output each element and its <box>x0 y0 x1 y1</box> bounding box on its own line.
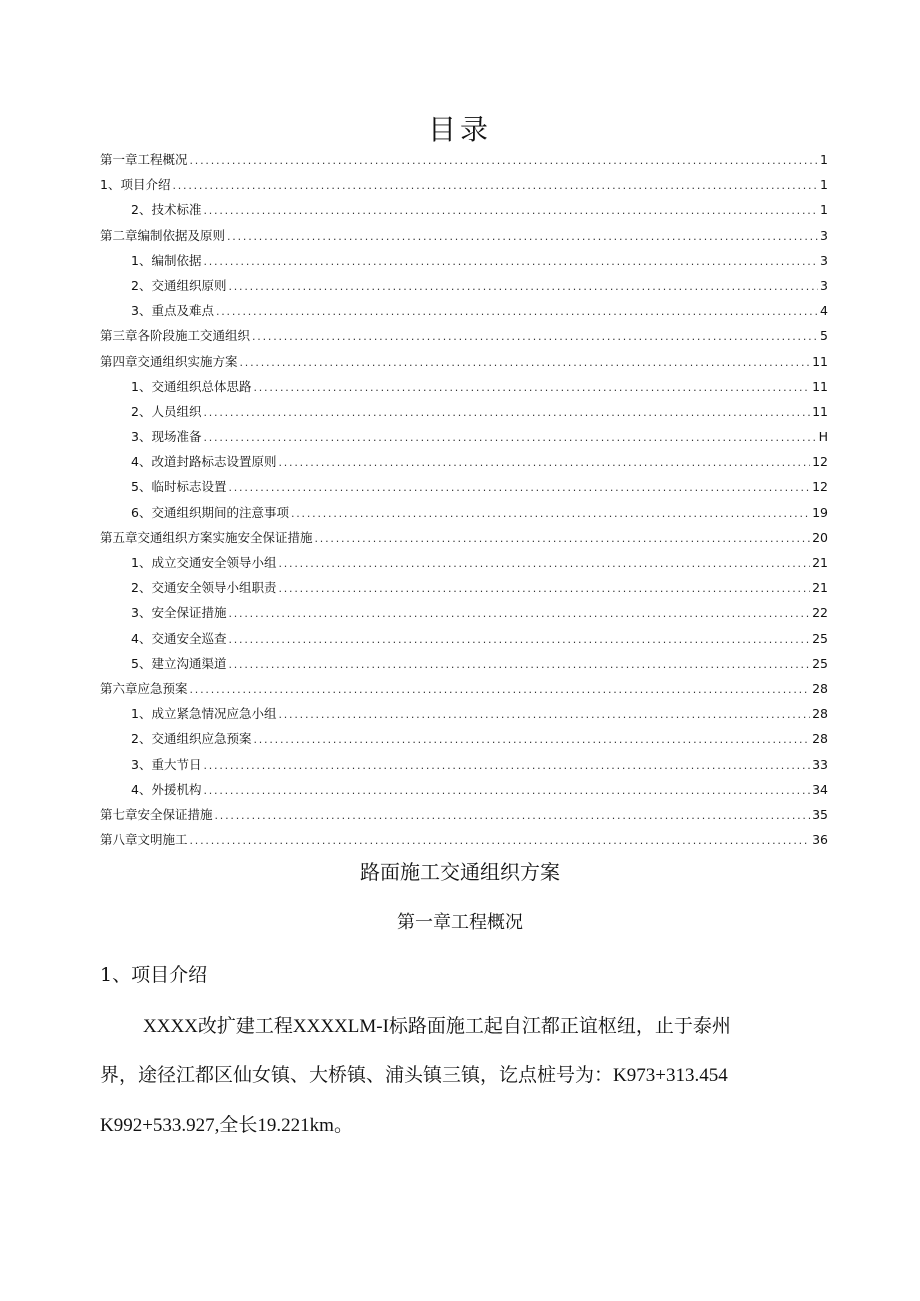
toc-leader-dots <box>203 400 810 425</box>
toc-leader-dots <box>252 324 818 349</box>
toc-leader-dots <box>172 173 818 198</box>
body-line: K992+533.927,全长19.221km。 <box>100 1115 353 1136</box>
toc-entry-page: 11 <box>812 378 828 394</box>
toc-leader-dots <box>227 224 818 249</box>
toc-entry[interactable] <box>100 726 828 751</box>
toc-entry[interactable] <box>100 449 828 474</box>
chapter-heading: 第一章工程概况 <box>397 912 523 933</box>
toc-entry[interactable] <box>100 525 828 550</box>
toc-entry[interactable] <box>100 197 828 222</box>
toc-entry[interactable] <box>100 298 828 323</box>
toc-entry-page: 5 <box>820 328 828 344</box>
toc-leader-dots <box>228 601 810 626</box>
toc-entry[interactable] <box>100 474 828 499</box>
toc-entry-page: 33 <box>812 756 828 772</box>
table-of-contents <box>100 147 828 852</box>
toc-leader-dots <box>253 727 810 752</box>
toc-leader-dots <box>203 198 818 223</box>
toc-leader-dots <box>278 576 810 601</box>
toc-entry-page: 28 <box>812 706 828 722</box>
toc-leader-dots <box>216 299 818 324</box>
toc-leader-dots <box>291 501 810 526</box>
toc-entry-page: 35 <box>812 806 828 822</box>
section-heading: 1、项目介绍 <box>100 964 208 986</box>
toc-entry[interactable] <box>100 349 828 374</box>
toc-entry[interactable] <box>100 626 828 651</box>
toc-entry-label: 1、编制依据 <box>131 252 202 268</box>
toc-entry[interactable] <box>100 424 828 449</box>
toc-entry-page: 28 <box>812 680 828 696</box>
toc-entry[interactable] <box>100 802 828 827</box>
toc-entry-page: 25 <box>812 630 828 646</box>
toc-entry-label: 3、安全保证措施 <box>131 605 227 621</box>
toc-entry-page: 21 <box>812 580 828 596</box>
toc-leader-dots <box>278 702 810 727</box>
toc-entry-label: 2、技术标准 <box>131 202 202 218</box>
toc-entry-page: 1 <box>820 177 828 193</box>
toc-leader-dots <box>315 526 811 551</box>
toc-entry-page: 1 <box>820 152 828 167</box>
toc-entry[interactable] <box>100 550 828 575</box>
toc-entry[interactable] <box>100 701 828 726</box>
toc-entry-label: 4、交通安全巡查 <box>131 630 227 646</box>
toc-entry-page: 36 <box>812 832 828 848</box>
toc-entry[interactable] <box>100 600 828 625</box>
body-line: 界，途径江都区仙女镇、大桥镇、浦头镇三镇，讫点桩号为：K973+313.454 <box>100 1065 728 1086</box>
toc-entry-label: 2、交通组织应急预案 <box>131 731 252 747</box>
toc-entry[interactable] <box>100 399 828 424</box>
toc-leader-dots <box>203 753 810 778</box>
toc-leader-dots <box>190 148 818 173</box>
toc-leader-dots <box>240 350 811 375</box>
toc-entry[interactable] <box>100 500 828 525</box>
toc-entry-page: 11 <box>812 353 828 369</box>
body-line: XXXX改扩建工程XXXXLM-I标路面施工起自江都正谊枢纽，止于泰州 <box>143 1016 731 1037</box>
toc-leader-dots <box>228 627 810 652</box>
toc-entry[interactable] <box>100 827 828 852</box>
toc-entry-label: 第四章交通组织实施方案 <box>100 353 238 369</box>
toc-leader-dots <box>228 475 810 500</box>
toc-leader-dots <box>190 677 811 702</box>
toc-entry[interactable] <box>100 676 828 701</box>
toc-entry-label: 1、成立紧急情况应急小组 <box>131 706 277 722</box>
toc-entry[interactable] <box>100 651 828 676</box>
toc-entry-page: 3 <box>820 227 828 243</box>
toc-leader-dots <box>228 652 810 677</box>
toc-entry[interactable] <box>100 172 828 197</box>
toc-entry[interactable] <box>100 223 828 248</box>
toc-entry-label: 3、现场准备 <box>131 429 202 445</box>
toc-entry[interactable] <box>100 323 828 348</box>
toc-entry-label: 1、项目介绍 <box>100 177 171 193</box>
toc-entry-label: 3、重点及难点 <box>131 303 214 319</box>
toc-leader-dots <box>203 425 816 450</box>
toc-entry-label: 3、重大节日 <box>131 756 202 772</box>
toc-leader-dots <box>215 803 811 828</box>
toc-leader-dots <box>278 551 810 576</box>
toc-entry-page: 1 <box>820 202 828 218</box>
toc-entry-label: 第一章工程概况 <box>100 152 188 167</box>
toc-entry-label: 第三章各阶段施工交通组织 <box>100 328 251 344</box>
toc-entry-label: 5、临时标志设置 <box>131 479 227 495</box>
toc-entry-page: 12 <box>812 479 828 495</box>
toc-entry-label: 第六章应急预案 <box>100 680 188 696</box>
toc-entry-page: 34 <box>812 781 828 797</box>
toc-entry-label: 第五章交通组织方案实施安全保证措施 <box>100 529 313 545</box>
toc-entry-page: H <box>818 429 828 445</box>
toc-entry-label: 4、外援机构 <box>131 781 202 797</box>
toc-leader-dots <box>203 778 810 803</box>
toc-entry-label: 1、成立交通安全领导小组 <box>131 555 277 570</box>
toc-entry-page: 3 <box>820 277 828 293</box>
document-title: 路面施工交通组织方案 <box>360 860 560 884</box>
toc-entry-label: 第二章编制依据及原则 <box>100 227 226 243</box>
toc-leader-dots <box>278 450 810 475</box>
toc-entry-label: 1、交通组织总体思路 <box>131 378 252 394</box>
toc-entry[interactable] <box>100 248 828 273</box>
toc-leader-dots <box>190 828 811 853</box>
toc-entry[interactable] <box>100 374 828 399</box>
toc-entry-label: 2、交通组织原则 <box>131 277 227 293</box>
toc-entry-label: 2、交通安全领导小组职责 <box>131 580 277 596</box>
toc-entry[interactable] <box>100 273 828 298</box>
toc-entry[interactable] <box>100 147 828 172</box>
toc-entry-page: 12 <box>812 454 828 470</box>
toc-entry[interactable] <box>100 752 828 777</box>
toc-entry-label: 6、交通组织期间的注意事项 <box>131 504 289 520</box>
toc-entry-label: 第七章安全保证措施 <box>100 806 213 822</box>
toc-entry-page: 21 <box>812 555 828 570</box>
toc-entry[interactable] <box>100 575 828 600</box>
toc-leader-dots <box>228 274 818 299</box>
toc-entry-page: 20 <box>812 529 828 545</box>
toc-entry-page: 25 <box>812 655 828 671</box>
toc-entry-page: 19 <box>812 504 828 520</box>
toc-entry-label: 4、改道封路标志设置原则 <box>131 454 277 470</box>
toc-entry[interactable] <box>100 777 828 802</box>
toc-leader-dots <box>203 249 818 274</box>
toc-title: 目录 <box>427 113 492 146</box>
toc-leader-dots <box>253 375 810 400</box>
toc-entry-label: 2、人员组织 <box>131 403 202 419</box>
toc-entry-page: 22 <box>812 605 828 621</box>
toc-entry-page: 11 <box>812 403 828 419</box>
toc-entry-page: 3 <box>820 252 828 268</box>
toc-entry-page: 4 <box>820 303 828 319</box>
toc-entry-label: 第八章文明施工 <box>100 832 188 848</box>
toc-entry-page: 28 <box>812 731 828 747</box>
toc-entry-label: 5、建立沟通渠道 <box>131 655 227 671</box>
